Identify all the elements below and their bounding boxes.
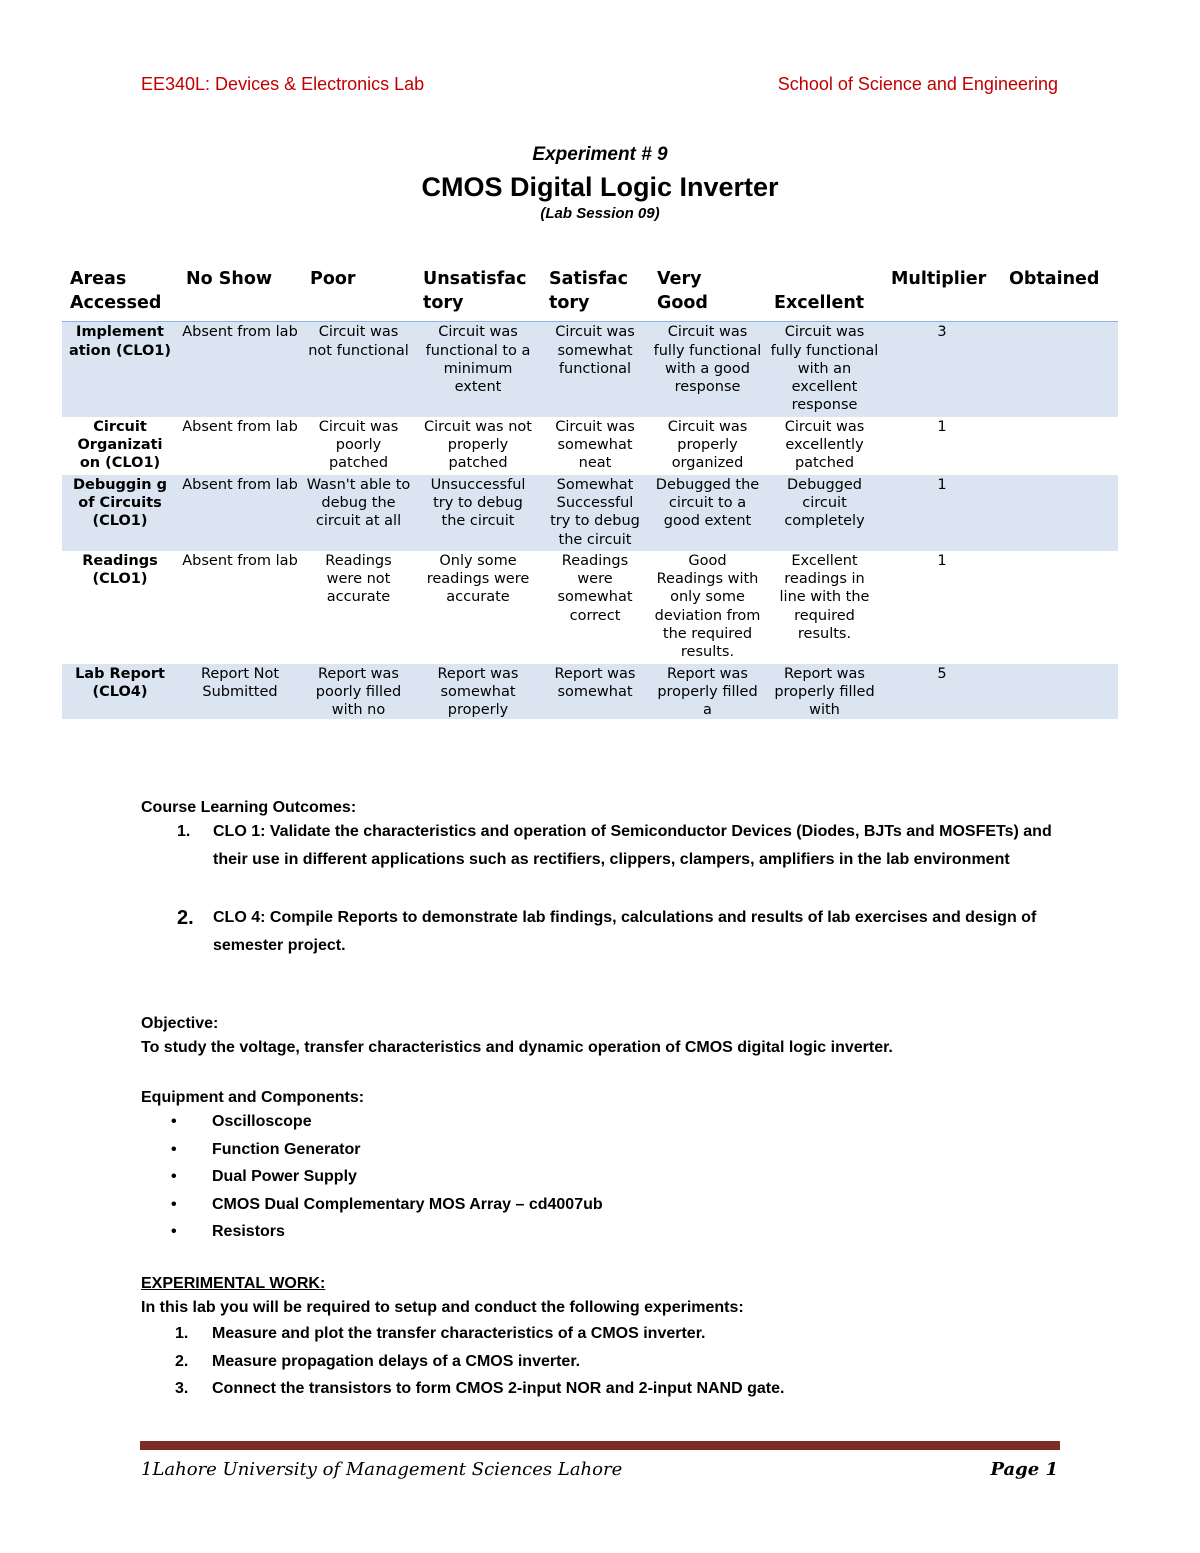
cell-poor: Wasn't able to debug the circuit at all [302, 475, 415, 551]
experiment-step: Connect the transistors to form CMOS 2-input NOR and 2-input NAND gate. [212, 1380, 785, 1397]
rubric-header-row [62, 268, 1118, 322]
cell-satisfactory: Readings were somewhat correct [557, 552, 633, 624]
row-area [62, 664, 178, 719]
col-header-very-good: Very Good [649, 268, 766, 322]
cell-very-good: Debugged the circuit to a good extent [649, 475, 766, 551]
list-item [177, 904, 1063, 960]
col-header-obtained: Obtained [1001, 268, 1118, 322]
cell-no-show: Absent from lab [178, 322, 302, 417]
table-row [62, 322, 1118, 417]
col-header-multiplier: Multiplier [883, 268, 1001, 322]
equipment-item: CMOS Dual Complementary MOS Array – cd4007ub [212, 1195, 603, 1213]
cell-no-show: Absent from lab [182, 418, 298, 435]
cell-multiplier: 1 [883, 475, 1001, 551]
cell-text: Report was properly filled with [774, 665, 875, 719]
cell-very-good [649, 664, 766, 719]
table-row [62, 417, 1118, 475]
cell-unsatisfactory: Only some readings were accurate [426, 552, 530, 606]
clo-list [177, 818, 1063, 960]
equipment-item: Resistors [212, 1223, 285, 1240]
header-course: EE340L: Devices & Electronics Lab [141, 74, 425, 94]
cell-excellent [766, 664, 883, 719]
experiment-list [175, 1320, 784, 1403]
row-area: Readings (CLO1) [82, 552, 158, 588]
col-header-satisfactory: Satisfac tory [541, 268, 649, 322]
rubric-table [62, 268, 1118, 719]
cell-text: Report Not Submitted [200, 665, 280, 700]
cell-satisfactory: Circuit was somewhat functional [541, 322, 649, 417]
col-header-excellent: Excellent [766, 268, 883, 322]
footer-divider [140, 1441, 1060, 1450]
cell-excellent: Circuit was excellently patched [784, 418, 865, 472]
list-item [175, 1375, 784, 1403]
list-number: 2. [175, 1352, 189, 1370]
list-number: 1. [177, 823, 191, 840]
cell-unsatisfactory: Circuit was functional to a minimum extent [415, 322, 541, 417]
header-school: School of Science and Engineering [777, 74, 1058, 94]
experimental-intro: In this lab you will be required to setup and conduct the following experiments: [141, 1299, 744, 1316]
cell-excellent: Circuit was fully functional with an excellent response [766, 322, 883, 417]
cell-multiplier [883, 664, 1001, 719]
cell-text: 5 [937, 665, 947, 682]
experiment-step: Measure propagation delays of a CMOS inverter. [212, 1352, 581, 1370]
equipment-item: Function Generator [212, 1140, 361, 1158]
list-item [171, 1136, 603, 1164]
cell-poor: Circuit was not functional [302, 322, 415, 417]
cell-no-show [178, 664, 302, 719]
col-header-no-show: No Show [178, 268, 302, 322]
cell-multiplier: 1 [937, 552, 947, 569]
cell-text: Report was somewhat properly [437, 665, 519, 719]
experiment-step: Measure and plot the transfer characteristics of a CMOS inverter. [212, 1325, 706, 1342]
list-item [175, 1320, 784, 1348]
equipment-list [171, 1108, 603, 1246]
list-item [171, 1191, 603, 1219]
row-area: Debuggin g of Circuits (CLO1) [62, 475, 178, 551]
cell-obtained[interactable] [1001, 322, 1118, 417]
equipment-heading: Equipment and Components: [141, 1089, 365, 1106]
clo-text: CLO 4: Compile Reports to demonstrate lab findings, calculations and results of lab exercises and design of semester project. [213, 909, 1037, 954]
bullet-icon: • [171, 1195, 177, 1213]
list-item [175, 1348, 784, 1376]
list-item [177, 818, 1063, 874]
cell-satisfactory [541, 664, 649, 719]
col-header-poor: Poor [302, 268, 415, 322]
list-item [171, 1108, 603, 1136]
page-title: CMOS Digital Logic Inverter [421, 172, 779, 202]
experimental-heading: EXPERIMENTAL WORK: [141, 1275, 326, 1292]
objective-text: To study the voltage, transfer characteristics and dynamic operation of CMOS digital logic inverter. [141, 1039, 893, 1056]
cell-satisfactory: Circuit was somewhat neat [555, 418, 635, 472]
table-row [62, 475, 1118, 551]
list-number: 2. [177, 907, 194, 929]
cell-unsatisfactory [415, 664, 541, 719]
list-number: 1. [175, 1325, 189, 1342]
bullet-icon: • [171, 1113, 177, 1130]
table-row [62, 551, 1118, 664]
objective-heading: Objective: [141, 1015, 219, 1032]
bullet-icon: • [171, 1168, 177, 1185]
cell-multiplier: 3 [883, 322, 1001, 417]
cell-text: Report was poorly filled with no [315, 665, 402, 719]
cell-satisfactory: Somewhat Successful try to debug the circuit [541, 475, 649, 551]
cell-very-good: Good Readings with only some deviation from the required results. [654, 552, 761, 661]
cell-no-show: Absent from lab [182, 552, 298, 569]
col-header-unsatisfactory: Unsatisfac tory [415, 268, 541, 322]
cell-poor: Circuit was poorly patched [318, 418, 399, 472]
row-area: Implement ation (CLO1) [62, 322, 178, 417]
cell-no-show: Absent from lab [178, 475, 302, 551]
cell-poor: Readings were not accurate [325, 552, 392, 606]
cell-excellent: Debugged circuit completely [766, 475, 883, 551]
lab-session: (Lab Session 09) [540, 205, 660, 222]
footer-university: 1Lahore University of Management Sciences Lahore [141, 1459, 623, 1480]
col-header-areas: Areas Accessed [62, 268, 178, 322]
row-area-text: Lab Report (CLO4) [75, 665, 165, 700]
equipment-item: Oscilloscope [212, 1113, 312, 1130]
cell-obtained[interactable] [1001, 417, 1118, 475]
table-row [62, 664, 1118, 719]
row-area: Circuit Organizati on (CLO1) [77, 418, 163, 472]
cell-poor [302, 664, 415, 719]
clo-text: CLO 1: Validate the characteristics and operation of Semiconductor Devices (Diodes, BJTs and MOSFETs) and their use in different applications such as rectifiers, clippers, clampers, amplifiers in the lab environment [213, 823, 1052, 868]
cell-text: Report was properly filled a [657, 665, 758, 719]
equipment-item: Dual Power Supply [212, 1168, 357, 1185]
list-item [171, 1163, 603, 1191]
bullet-icon: • [171, 1140, 177, 1158]
page-number: Page 1 [990, 1459, 1058, 1480]
cell-very-good: Circuit was properly organized [667, 418, 748, 472]
title-block [0, 144, 1200, 222]
cell-obtained[interactable] [1001, 664, 1118, 719]
bullet-icon: • [171, 1223, 177, 1240]
list-number: 3. [175, 1380, 189, 1397]
cell-unsatisfactory: Circuit was not properly patched [424, 418, 532, 472]
cell-obtained[interactable] [1001, 551, 1118, 664]
cell-unsatisfactory: Unsuccessful try to debug the circuit [415, 475, 541, 551]
clo-heading: Course Learning Outcomes: [141, 799, 357, 816]
experiment-number: Experiment # 9 [532, 144, 668, 165]
cell-excellent: Excellent readings in line with the required results. [779, 552, 870, 642]
list-item [171, 1218, 603, 1246]
cell-text: Report was somewhat [554, 665, 636, 700]
cell-very-good: Circuit was fully functional with a good response [649, 322, 766, 417]
cell-obtained[interactable] [1001, 475, 1118, 551]
cell-multiplier: 1 [937, 418, 947, 435]
